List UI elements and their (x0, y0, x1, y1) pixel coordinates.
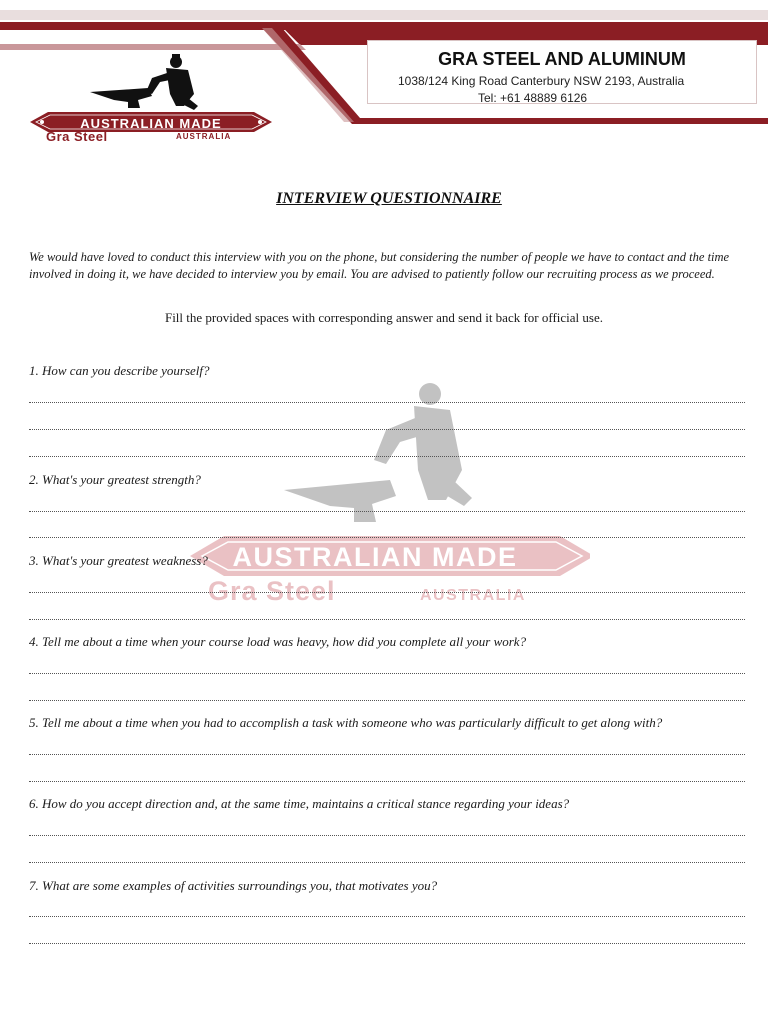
logo-gra-steel: Gra Steel (46, 129, 108, 144)
question-2: 2. What's your greatest strength? (29, 472, 201, 487)
answer-line-1b[interactable] (29, 429, 745, 430)
answer-line-4a[interactable] (29, 673, 745, 674)
answer-line-3b[interactable] (29, 619, 745, 620)
question-3: 3. What's your greatest weakness? (29, 553, 208, 568)
answer-line-5b[interactable] (29, 781, 745, 782)
question-4: 4. Tell me about a time when your course load was heavy, how did you complete all your work? (29, 634, 527, 649)
answer-line-6b[interactable] (29, 862, 745, 863)
intro-paragraph: We would have loved to conduct this interview with you on the phone, but considering the number of people we have to contact and the time involved in doing it, we have decided to interview you by email. You are advised to patiently follow our recruiting process as we proceed. (29, 250, 730, 281)
question-6: 6. How do you accept direction and, at the same time, maintains a critical stance regarding your ideas? (29, 796, 570, 811)
answer-line-4b[interactable] (29, 700, 745, 701)
question-7: 7. What are some examples of activities surroundings you, that motivates you? (29, 878, 438, 893)
document-title: INTERVIEW QUESTIONNAIRE (276, 190, 502, 207)
watermark-gra-steel: Gra Steel (208, 576, 336, 606)
answer-line-3a[interactable] (29, 592, 745, 593)
company-logo (28, 50, 274, 145)
logo-australia: AUSTRALIA (176, 132, 232, 141)
answer-line-6a[interactable] (29, 835, 745, 836)
logo-australian-made: AUSTRALIAN MADE (80, 116, 222, 131)
logo-watermark (190, 380, 590, 620)
answer-line-7a[interactable] (29, 916, 745, 917)
watermark-australian-made: AUSTRALIAN MADE (232, 542, 518, 572)
company-phone: Tel: +61 48889 6126 (478, 91, 588, 104)
answer-line-1a[interactable] (29, 402, 745, 403)
answer-line-7b[interactable] (29, 943, 745, 944)
instruction-text: Fill the provided spaces with corresponding answer and send it back for official use. (164, 310, 604, 325)
watermark-australia: AUSTRALIA (420, 587, 526, 604)
company-name: GRA STEEL AND ALUMINUM (438, 49, 686, 69)
question-1: 1. How can you describe yourself? (29, 363, 210, 378)
question-5: 5. Tell me about a time when you had to accomplish a task with someone who was particularly difficult to get along with? (29, 715, 663, 730)
company-info-box (367, 40, 757, 104)
answer-line-1c[interactable] (29, 456, 745, 457)
company-address: 1038/124 King Road Canterbury NSW 2193, Australia (398, 74, 685, 88)
answer-line-5a[interactable] (29, 754, 745, 755)
answer-line-2a[interactable] (29, 511, 745, 512)
answer-line-2b[interactable] (29, 537, 745, 538)
